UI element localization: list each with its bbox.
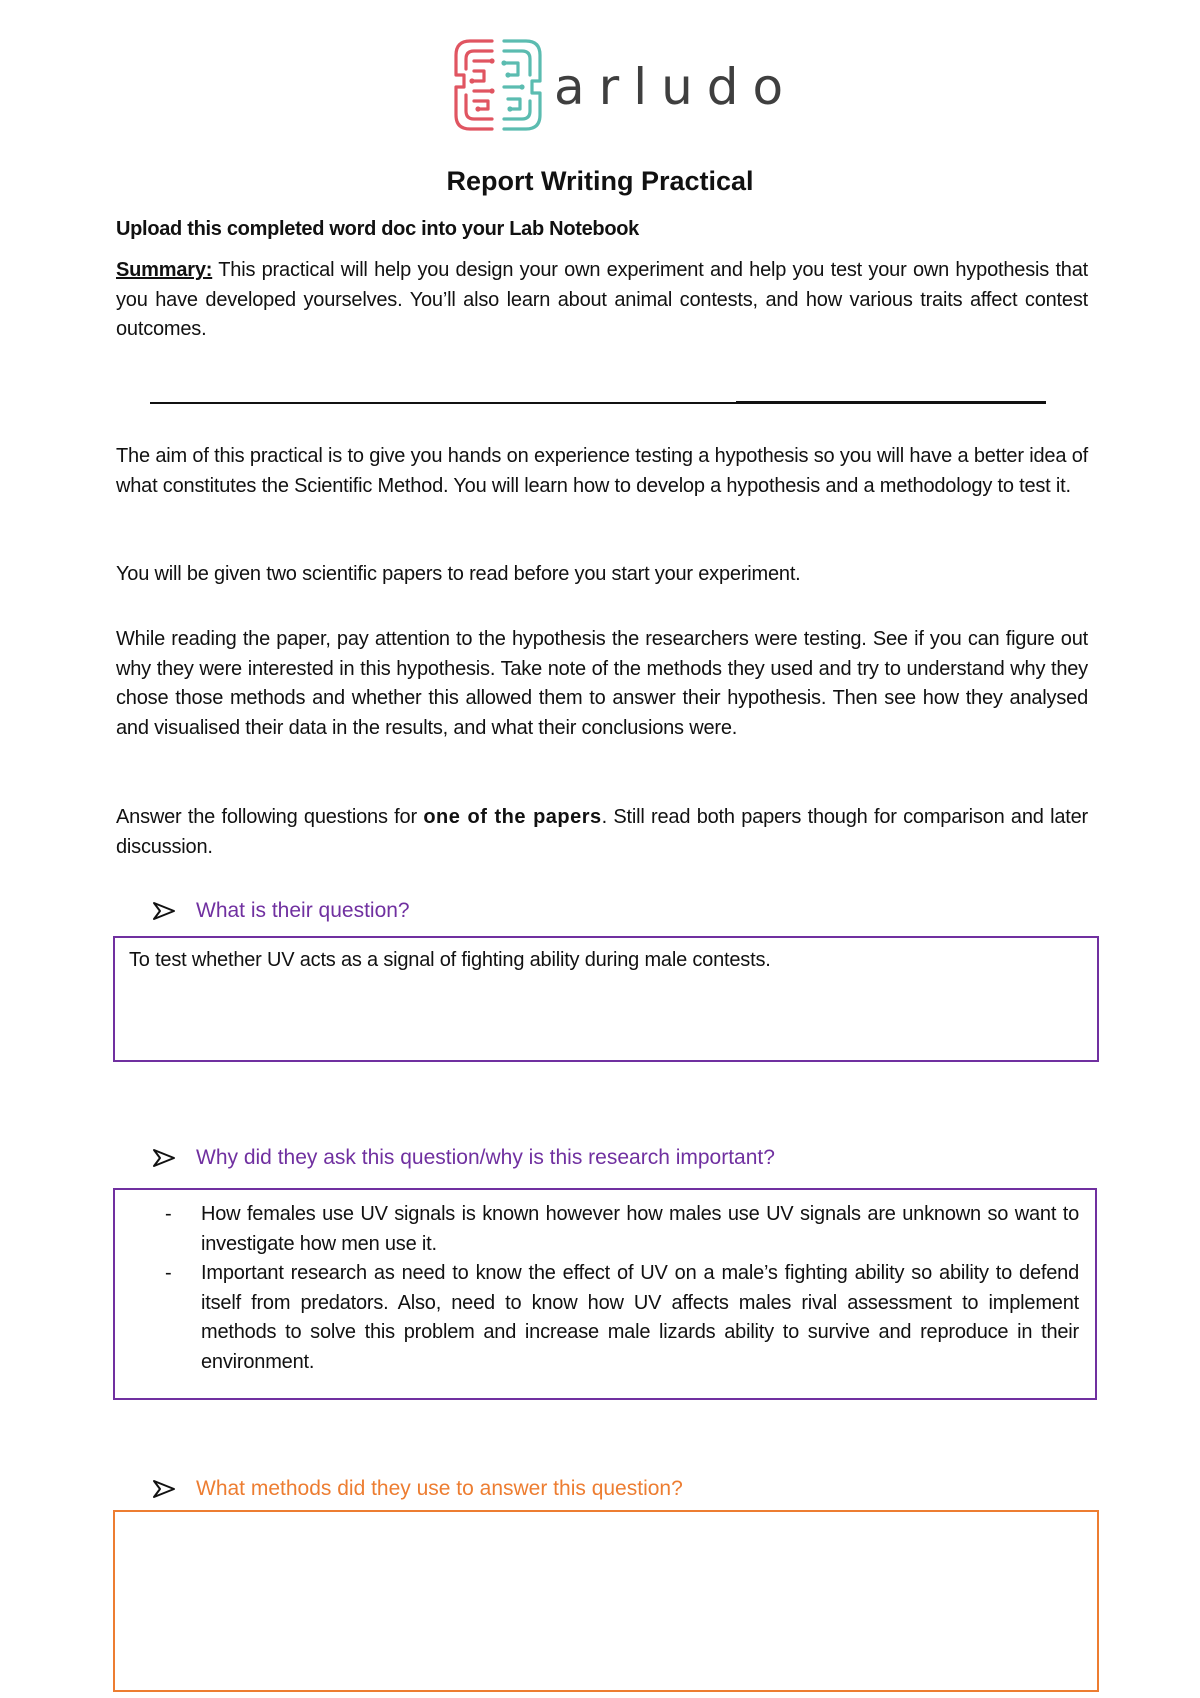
arrow-bullet-icon xyxy=(152,1479,176,1499)
arrow-bullet-icon xyxy=(152,1148,176,1168)
dash-bullet: - xyxy=(165,1203,172,1225)
question-heading-3 xyxy=(152,1477,683,1501)
answer-box-1[interactable] xyxy=(113,936,1099,1062)
list-item xyxy=(165,1259,1079,1377)
page-title: Report Writing Practical xyxy=(446,166,754,196)
answer-box-3[interactable] xyxy=(113,1510,1099,1692)
papers-paragraph: You will be given two scientific papers to read before you start your experiment. xyxy=(116,563,801,585)
bullet-text: Important research as need to know the effect of UV on a male’s fighting ability so ability to defend itself from predators. Also, need to know how UV affects males rival assessment to implement methods to solve this problem and increase male lizards ability to survive and reproduce in their environment. xyxy=(201,1262,1079,1373)
answer-text-bold: one of the papers xyxy=(423,806,602,828)
dash-bullet: - xyxy=(165,1262,172,1284)
answer-box-2[interactable] xyxy=(113,1188,1097,1400)
answer-text-after: . Still read both papers though for comparison and later discussion. xyxy=(116,806,1088,858)
answer-bullet-list xyxy=(165,1200,1079,1377)
summary-paragraph xyxy=(116,256,1088,345)
question-heading-1 xyxy=(152,899,410,923)
arrow-bullet-icon xyxy=(152,901,176,921)
bullet-text: How females use UV signals is known however how males use UV signals are unknown so want to investigate how men use it. xyxy=(201,1203,1079,1255)
question-label: What methods did they use to answer this question? xyxy=(196,1477,683,1500)
brand-name: arludo xyxy=(554,58,798,116)
answer-instruction-paragraph xyxy=(116,803,1088,862)
answer-text: To test whether UV acts as a signal of fighting ability during male contests. xyxy=(129,949,771,971)
aim-paragraph: The aim of this practical is to give you hands on experience testing a hypothesis so you will have a better idea of what constitutes the Scientific Method. You will learn how to develop a hypothesis and a methodology to test it. xyxy=(116,445,1088,497)
summary-label: Summary: xyxy=(116,259,213,281)
answer-text-before: Answer the following questions for xyxy=(116,806,424,828)
question-heading-2 xyxy=(152,1146,775,1170)
divider-line-thick xyxy=(736,401,1046,404)
summary-text: This practical will help you design your own experiment and help you test your own hypothesis that you have developed yourselves. You’ll also learn about animal contests, and how various traits affect contest outcomes. xyxy=(116,259,1088,340)
divider-line xyxy=(150,402,736,404)
question-label: What is their question? xyxy=(196,899,410,922)
arludo-logo xyxy=(448,34,797,136)
question-label: Why did they ask this question/why is this research important? xyxy=(196,1146,775,1169)
reading-paragraph: While reading the paper, pay attention to the hypothesis the researchers were testing. See if you can figure out why they were interested in this hypothesis. Take note of the methods they used and try to understand why they chose those methods and whether this allowed them to answer their hypothesis. Then see how they analysed and visualised their data in the results, and what their conclusions were. xyxy=(116,628,1088,739)
arludo-logo-icon xyxy=(448,35,548,135)
upload-instruction: Upload this completed word doc into your Lab Notebook xyxy=(116,218,639,240)
list-item xyxy=(165,1200,1079,1259)
